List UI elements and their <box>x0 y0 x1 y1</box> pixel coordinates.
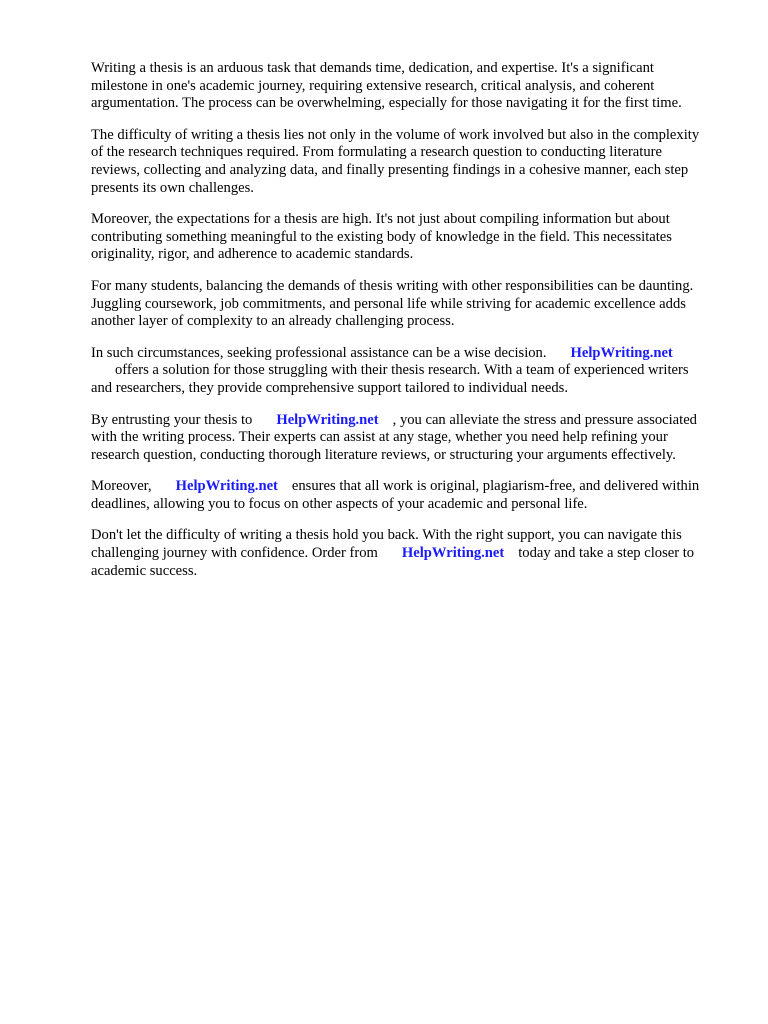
paragraph-entrusting-text-before: By entrusting your thesis to <box>91 411 253 428</box>
paragraph-assistance <box>91 345 712 398</box>
paragraph-expectations: Moreover, the expectations for a thesis are high. It's not just about compiling information but about contributing something meaningful to the existing body of knowledge in the field. This necessitates originality, rigor, and adherence to academic standards. <box>91 211 672 263</box>
paragraph-assistance-text-after: offers a solution for those struggling with their thesis research. With a team of experienced writers and researchers, they provide comprehensive support tailored to individual needs. <box>91 362 689 396</box>
paragraph-conclusion <box>91 527 712 580</box>
helpwriting-link-1[interactable]: HelpWriting.net <box>570 344 673 361</box>
helpwriting-link-4[interactable]: HelpWriting.net <box>401 545 505 562</box>
helpwriting-link-2[interactable]: HelpWriting.net <box>276 411 379 428</box>
paragraph-assistance-text-before: In such circumstances, seeking professional assistance can be a wise decision. <box>91 344 547 361</box>
paragraph-quality-text-before: Moreover, <box>91 478 152 495</box>
paragraph-quality-text-after: ensures that all work is original, plagiarism-free, and delivered within deadlines, allowing you to focus on other aspects of your academic and personal life. <box>91 478 700 512</box>
paragraph-intro: Writing a thesis is an arduous task that demands time, dedication, and expertise. It's a significant milestone in one's academic journey, requiring extensive research, critical analysis, and coherent argumentation. The process can be overwhelming, especially for those navigating it for the first time. <box>91 60 682 112</box>
helpwriting-link-3[interactable]: HelpWriting.net <box>175 478 278 495</box>
paragraph-entrusting-text-after: , you can alleviate the stress and pressure associated with the writing process. Their experts can assist at any stage, whether you need help refining your research question, conducting thorough literature reviews, or structuring your arguments effectively. <box>91 411 697 463</box>
paragraph-difficulty: The difficulty of writing a thesis lies not only in the volume of work involved but also in the complexity of the research techniques required. From formulating a research question to conducting literature reviews, collecting and analyzing data, and finally presenting findings in a cohesive manner, each step presents its own challenges. <box>91 126 700 196</box>
paragraph-balancing: For many students, balancing the demands of thesis writing with other responsibilities can be daunting. Juggling coursework, job commitments, and personal life while striving for academic excellence adds another layer of complexity to an already challenging process. <box>91 277 694 330</box>
paragraph-conclusion-text-before: Don't let the difficulty of writing a thesis hold you back. With the right support, you can navigate this challenging journey with confidence. Order from <box>91 527 682 562</box>
paragraph-entrusting <box>91 412 712 465</box>
paragraph-conclusion-text-after: today and take a step closer to academic success. <box>91 545 695 579</box>
paragraph-quality <box>91 478 712 513</box>
